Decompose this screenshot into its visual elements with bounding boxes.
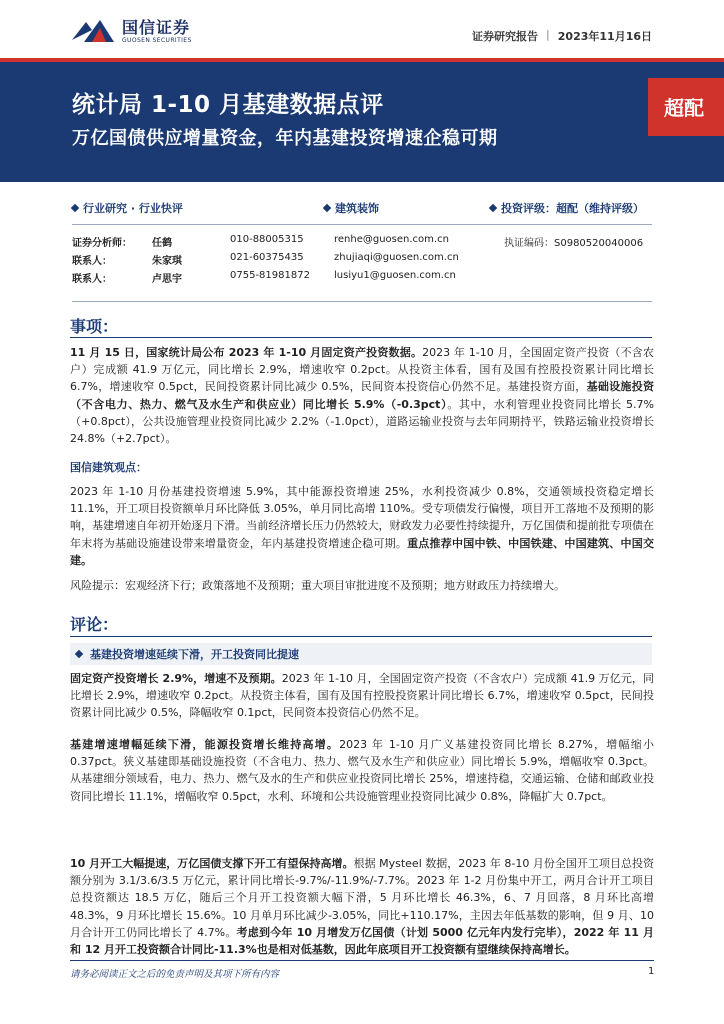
contact-name: 朱家琪 — [152, 256, 182, 267]
view-text: 2023 年 1-10 月份基建投资增速 5.9%，其中能源投资增速 25%，水利投资减少 0.8%，交通领域投资稳定增长 11.1%，开工项目投资额单月环比降低 3.05%，单月同比高增 110%。受专项债发行偏慢，项目开工落地不及预期的影响，基建增速自年初开始逐月下滑。当前经济增长压力仍然较大，财政发力必要性持续提升，万亿国债和提前批专项债在年末将为基础设施建设带来增量资金，年内基建投资增速企稳可期。 — [70, 485, 654, 550]
contact-phone: 010-88005315 — [230, 234, 304, 245]
diamond-icon — [489, 204, 497, 212]
report-date: 2023年11月16日 — [557, 30, 652, 43]
logo-chinese-name: 国信证券 — [122, 18, 191, 37]
contact-cert: 执证编码：S0980520040006 — [504, 238, 644, 249]
risk-paragraph: 风险提示：宏观经济下行；政策落地不及预期；重大项目审批进度不及预期；地方财政压力持续增大。 — [70, 579, 565, 592]
contact-role: 联系人： — [72, 274, 112, 285]
title-banner — [0, 58, 724, 182]
contact-phone: 0755-81981872 — [230, 270, 310, 281]
tag-category — [72, 200, 183, 216]
contact-name: 卢思宇 — [152, 274, 182, 285]
view-paragraph — [70, 483, 654, 569]
contact-role: 证券分析师： — [72, 238, 132, 249]
report-title: 统计局 1-10 月基建数据点评 — [72, 92, 384, 118]
contact-role: 联系人： — [72, 256, 112, 267]
tag-industry — [324, 200, 379, 216]
contact-email[interactable]: renhe@guosen.com.cn — [334, 234, 449, 245]
comment-p2-text: 2023 年 1-10 月广义基建投资同比增长 8.27%，增幅缩小 0.37pct。狭义基建即基础设施投资（不含电力、热力、燃气及水生产和供应业）同比增长 5.9%，增幅收窄 0.3pct。从基建细分领域看，电力、热力、燃气及水的生产和供应业投资同比增长 25%，增速持稳，交通运输、仓储和邮政业投资同比增长 11.1%，增幅收窄 0.5pct，水利、环境和公共设施管理业投资同比减少 0.8%，降幅扩大 0.7pct。 — [70, 738, 654, 803]
section-heading-comment: 评论： — [70, 615, 119, 634]
comment-bullet-label: 基建投资增速延续下滑，开工投资同比提速 — [90, 648, 299, 661]
event-text-a: 2023 年 1-10 月，全国固定资产投资（不含农户）完成额 41.9 万亿元，同比增长 2.9%，增速收窄 0.2pct。从投资主体看，国有及国有控股投资累计同比增长 6.7%，增速收窄 0.5pct，民间投资累计同比减少 0.5%，民间资本投资信心仍然不足。基建投资方面， — [70, 346, 654, 394]
contact-email[interactable]: zhujiaqi@guosen.com.cn — [334, 252, 459, 263]
event-highlight: 基础设施投资（不含电力、热力、燃气及水生产和供应业）同比增长 5.9%（-0.3pct） — [70, 380, 654, 411]
divider — [72, 224, 652, 225]
event-text-b: 。其中，水利管理业投资同比增长 5.7%（+0.8pct），公共设施管理业投资同比减少 2.2%（-1.0pct），道路运输业投资与去年同期持平，铁路运输业投资增长 24.8%（+2.7pct）。 — [70, 397, 654, 446]
logo-english-name: GUOSEN SECURITIES — [122, 37, 192, 44]
comment-p3-text: 根据 Mysteel 数据，2023 年 8-10 月份全国开工项目总投资额分别为 3.1/3.6/3.5 万亿元，累计同比增长-9.7%/-11.9%/-7.7%。2023 年 1-2 月份集中开工，两月合计开工项目总投资额达 18.5 万亿，随后三个月开工投资额大幅下滑，5 月环比增长 46.3%，6、7 月回落，8 月环比高增 48.3%，9 月环比增长 15.6%。10 月单月环比减少-3.05%，同比+110.17%，主因去年低基数的影响，但 9 月、10 月合计开工仍同比增长了 4.7%。 — [70, 857, 654, 939]
meta-separator: | — [546, 28, 550, 41]
report-type: 证券研究报告 — [472, 30, 539, 43]
comment-p3-lead: 10 月开工大幅提速，万亿国债支撑下开工有望保持高增。 — [70, 857, 354, 870]
report-tags — [72, 200, 652, 216]
event-lead: 11 月 15 日，国家统计局公布 2023 年 1-10 月固定资产投资数据。 — [70, 346, 423, 359]
report-meta — [472, 28, 652, 44]
rating-badge: 超配 — [648, 78, 724, 136]
tag-rating — [490, 200, 644, 216]
contact-row — [72, 252, 652, 266]
comment-p2-lead: 基建增速增幅延续下滑，能源投资增长维持高增。 — [70, 738, 340, 751]
contact-phone: 021-60375435 — [230, 252, 304, 263]
contact-row — [72, 234, 652, 248]
footer-disclaimer[interactable]: 请务必阅读正文之后的免责声明及其项下所有内容 — [70, 969, 280, 980]
comment-bullet — [70, 643, 652, 665]
diamond-icon — [75, 650, 83, 658]
comment-paragraph-2 — [70, 736, 654, 805]
company-logo — [70, 18, 192, 46]
diamond-icon — [323, 204, 331, 212]
event-paragraph — [70, 344, 654, 447]
view-recommendation: 重点推荐中国中铁、中国铁建、中国建筑、中国交建。 — [70, 536, 655, 567]
section-rule — [70, 636, 652, 637]
comment-paragraph-1 — [70, 670, 654, 722]
tag-category-label: 行业研究 · 行业快评 — [83, 202, 183, 215]
comment-paragraph-3 — [70, 855, 654, 958]
comment-p3-highlight: 考虑到今年 10 月增发万亿国债（计划 5000 亿元年内发行完毕），2022 年 11 月和 12 月开工投资额合计同比-11.3%也是相对低基数，因此年底项目开工投资额有望继续保持高增长。 — [70, 925, 654, 957]
contact-name: 任鹤 — [152, 238, 172, 249]
view-heading: 国信建筑观点： — [70, 461, 147, 474]
section-heading-event: 事项： — [70, 317, 119, 336]
comment-p1-lead: 固定资产投资增长 2.9%，增速不及预期。 — [70, 672, 282, 685]
tag-rating-label: 投资评级：超配（维持评级） — [501, 202, 644, 215]
comment-p1-text: 2023 年 1-10 月，全国固定资产投资（不含农户）完成额 41.9 万亿元，同比增长 2.9%，增速收窄 0.2pct。从投资主体看，国有及国有控股投资累计同比增长 6.7%，增速收窄 0.5pct，民间投资累计同比减少 0.5%，降幅收窄 0.1pct，民间资本投资信心仍然不足。 — [70, 672, 654, 720]
footer-rule — [70, 960, 654, 961]
divider — [72, 301, 652, 302]
tag-industry-label: 建筑装饰 — [335, 202, 379, 215]
contact-row — [72, 270, 652, 284]
page-number: 1 — [648, 966, 655, 977]
banner-accent-line — [0, 58, 724, 62]
report-subtitle: 万亿国债供应增量资金，年内基建投资增速企稳可期 — [72, 128, 498, 149]
page-header — [0, 0, 724, 58]
guosen-logo-icon — [70, 18, 116, 46]
diamond-icon — [71, 204, 79, 212]
contact-email[interactable]: lusiyu1@guosen.com.cn — [334, 270, 456, 281]
section-rule — [70, 337, 652, 338]
